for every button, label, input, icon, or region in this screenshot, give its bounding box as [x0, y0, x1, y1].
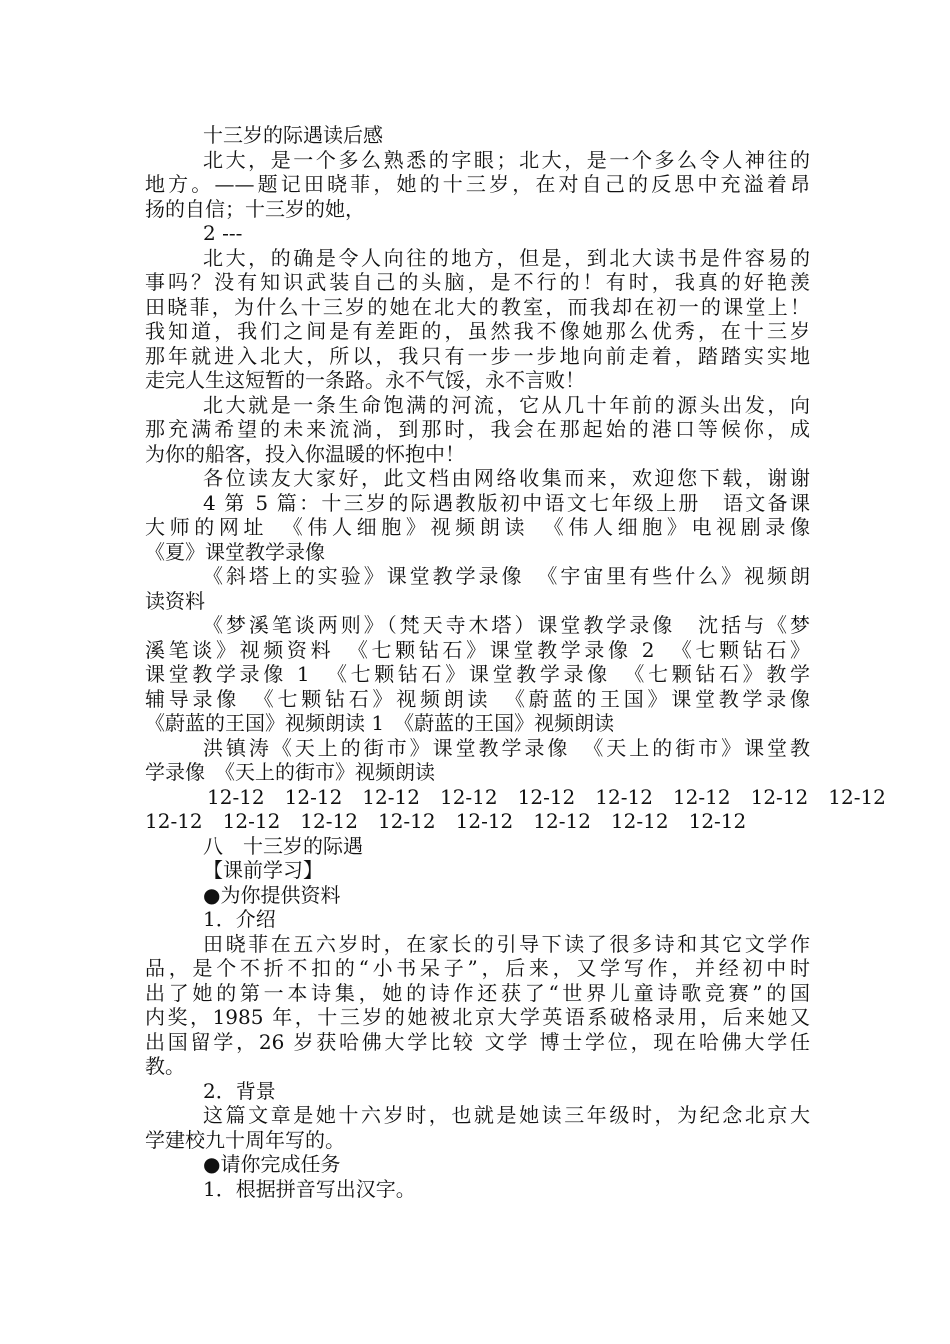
text-line: 扬的自信；十三岁的她，	[145, 196, 365, 221]
text-line: 北大，是一个多么熟悉的字眼；北大，是一个多么令人神往的	[203, 147, 810, 172]
text-line: ●请你完成任务	[203, 1152, 341, 1176]
text-line: 2 ---	[203, 221, 243, 245]
text-line: 《夏》课堂教学录像	[145, 539, 325, 564]
text-line: 【课前学习】	[203, 858, 323, 882]
text-line: 洪镇涛《天上的街市》课堂教学录像 《天上的街市》课堂教	[203, 735, 810, 760]
text-line: 《斜塔上的实验》课堂教学录像 《宇宙里有些什么》视频朗	[203, 564, 810, 588]
text-line: 田晓菲在五六岁时，在家长的引导下读了很多诗和其它文学作	[203, 931, 810, 956]
text-line: 12-12 12-12 12-12 12-12 12-12 12-12 12-12 12-12 12-12	[207, 784, 886, 809]
text-line: 品，是个不折不扣的“小书呆子”，后来，又学写作，并经初中时	[145, 956, 810, 980]
text-line: 12-12 12-12 12-12 12-12 12-12 12-12 12-12 12-12	[145, 809, 747, 833]
text-line: 田晓菲，为什么十三岁的她在北大的教室，而我却在初一的课堂上！	[145, 294, 810, 319]
text-line: 出国留学，26 岁获哈佛大学比较 文学 博士学位，现在哈佛大学任	[145, 1029, 810, 1054]
text-line: 《蔚蓝的王国》视频朗读 1 《蔚蓝的王国》视频朗读	[145, 711, 615, 735]
text-line: 4 第 5 篇：十三岁的际遇教版初中语文七年级上册 语文备课	[203, 490, 810, 515]
text-line: 为你的船客，投入你温暖的怀抱中！	[145, 441, 465, 466]
text-line: ●为你提供资料	[203, 882, 341, 907]
text-line: 八 十三岁的际遇	[203, 833, 363, 858]
text-line: 学录像 《天上的街市》视频朗读	[145, 760, 435, 784]
text-line: 1．根据拼音写出汉字。	[203, 1176, 416, 1201]
text-line: 课堂教学录像 1 《七颗钻石》课堂教学录像 《七颗钻石》教学	[145, 662, 810, 686]
text-line: 2．背景	[203, 1078, 276, 1103]
text-line: 这篇文章是她十六岁时，也就是她读三年级时，为纪念北京大	[203, 1103, 810, 1127]
text-line: 北大，的确是令人向往的地方，但是，到北大读书是件容易的	[203, 245, 810, 270]
text-line: 教。	[145, 1054, 185, 1078]
text-line: 内奖，1985 年，十三岁的她被北京大学英语系破格录用，后来她又	[145, 1005, 810, 1029]
text-line: 大师的网址 《伟人细胞》视频朗读 《伟人细胞》电视剧录像	[145, 515, 810, 539]
text-line: 溪笔谈》视频资料 《七颗钻石》课堂教学录像 2 《七颗钻石》	[145, 637, 810, 662]
text-line: 辅导录像 《七颗钻石》视频朗读 《蔚蓝的王国》课堂教学录像	[145, 686, 810, 711]
text-line: 那年就进入北大，所以，我只有一步一步地向前走着，踏踏实实地	[145, 343, 810, 368]
text-line: 《梦溪笔谈两则》（梵天寺木塔）课堂教学录像 沈括与《梦	[203, 613, 810, 637]
text-line: 事吗？没有知识武装自己的头脑，是不行的！有时，我真的好艳羡	[145, 270, 810, 294]
text-line: 北大就是一条生命饱满的河流，它从几十年前的源头出发，向	[203, 392, 810, 417]
text-line: 走完人生这短暂的一条路。永不气馁，永不言败！	[145, 368, 585, 392]
text-line: 各位读友大家好，此文档由网络收集而来，欢迎您下载，谢谢	[203, 466, 810, 490]
text-line: 地方。——题记田晓菲，她的十三岁，在对自己的反思中充溢着昂	[145, 172, 810, 196]
text-line: 读资料	[145, 588, 205, 613]
text-line: 我知道，我们之间是有差距的，虽然我不像她那么优秀，在十三岁	[145, 319, 810, 343]
text-line: 学建校九十周年写的。	[145, 1127, 345, 1152]
text-line: 那充满希望的未来流淌，到那时，我会在那起始的港口等候你，成	[145, 417, 810, 441]
text-line: 十三岁的际遇读后感	[203, 123, 383, 147]
text-line: 1．介绍	[203, 907, 276, 931]
text-line: 出了她的第一本诗集，她的诗作还获了“世界儿童诗歌竞赛”的国	[145, 980, 810, 1005]
document-page	[145, 123, 886, 1201]
